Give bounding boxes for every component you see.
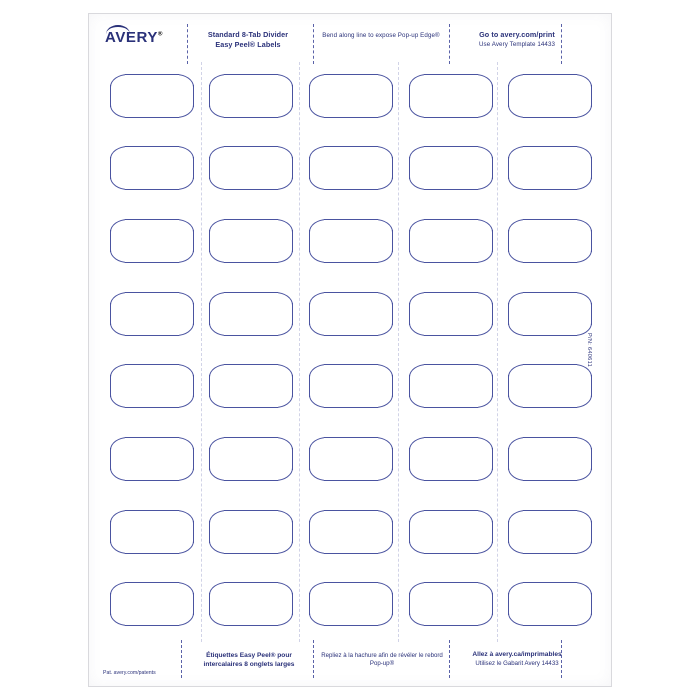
part-number-label: P/N: 640611: [586, 333, 593, 367]
avery-label-sheet: [88, 13, 612, 687]
divider-label[interactable]: [110, 582, 194, 626]
label-cell[interactable]: [103, 568, 201, 640]
divider-label[interactable]: [209, 219, 293, 263]
footer-ca-line1: Allez à avery.ca/imprimables: [472, 650, 562, 658]
label-cell[interactable]: [302, 423, 400, 495]
label-cell[interactable]: [103, 60, 201, 132]
footer-ca-template: Utilisez le Gabarit Avery 14433: [475, 660, 559, 668]
divider-label[interactable]: [309, 74, 393, 118]
label-cell[interactable]: [203, 205, 301, 277]
avery-logo: [105, 29, 179, 51]
divider-label[interactable]: [409, 219, 493, 263]
divider-label[interactable]: [409, 292, 493, 336]
label-cell[interactable]: [203, 60, 301, 132]
label-cell[interactable]: [302, 351, 400, 423]
divider-label[interactable]: [508, 437, 592, 481]
divider-label[interactable]: [309, 437, 393, 481]
header-go-line1: Go to avery.com/print: [479, 30, 555, 39]
divider-label[interactable]: [309, 292, 393, 336]
label-cell[interactable]: [103, 496, 201, 568]
label-cell[interactable]: [103, 351, 201, 423]
label-cell[interactable]: [203, 133, 301, 205]
divider-label[interactable]: [309, 219, 393, 263]
divider-label[interactable]: [209, 510, 293, 554]
label-cell[interactable]: [103, 423, 201, 495]
label-cell[interactable]: [302, 568, 400, 640]
header-title-line2: Easy Peel® Labels: [215, 39, 281, 49]
footer-divider-mid-left: [313, 640, 314, 678]
divider-label[interactable]: [508, 74, 592, 118]
divider-label[interactable]: [508, 219, 592, 263]
divider-label[interactable]: [309, 364, 393, 408]
avery-wordmark: AVERY: [105, 29, 159, 46]
label-cell[interactable]: [203, 351, 301, 423]
divider-label[interactable]: [309, 146, 393, 190]
avery-registered-mark: ®: [158, 31, 163, 38]
header-divider-left: [187, 24, 188, 64]
header-template-number: Use Avery Template 14433: [478, 41, 556, 49]
divider-label[interactable]: [110, 364, 194, 408]
divider-label[interactable]: [409, 364, 493, 408]
label-cell[interactable]: [501, 351, 599, 423]
label-cell[interactable]: [402, 568, 500, 640]
label-cell[interactable]: [402, 351, 500, 423]
divider-label[interactable]: [110, 437, 194, 481]
divider-label[interactable]: [209, 74, 293, 118]
header-bend-note: Bend along line to expose Pop-up Edge®: [322, 32, 440, 39]
label-cell[interactable]: [501, 278, 599, 350]
label-cell[interactable]: [501, 423, 599, 495]
divider-label[interactable]: [209, 437, 293, 481]
divider-label[interactable]: [508, 582, 592, 626]
label-cell[interactable]: [103, 133, 201, 205]
divider-label[interactable]: [110, 74, 194, 118]
label-cell[interactable]: [103, 205, 201, 277]
divider-label[interactable]: [110, 292, 194, 336]
footer-french-title: [187, 651, 311, 669]
divider-label[interactable]: [508, 146, 592, 190]
label-cell[interactable]: [302, 133, 400, 205]
label-cell[interactable]: [501, 496, 599, 568]
label-cell[interactable]: [501, 568, 599, 640]
footer-french-line1: Étiquettes Easy Peel® pour: [206, 651, 292, 659]
divider-label[interactable]: [409, 510, 493, 554]
label-cell[interactable]: [501, 205, 599, 277]
footer-divider-left: [181, 640, 182, 678]
label-cell[interactable]: [203, 278, 301, 350]
divider-label[interactable]: [409, 74, 493, 118]
label-cell[interactable]: [302, 205, 400, 277]
label-cell[interactable]: [203, 568, 301, 640]
divider-label[interactable]: [209, 292, 293, 336]
label-cell[interactable]: [203, 496, 301, 568]
label-grid: [103, 60, 599, 640]
label-cell[interactable]: [402, 496, 500, 568]
divider-label[interactable]: [110, 510, 194, 554]
label-cell[interactable]: [402, 423, 500, 495]
divider-label[interactable]: [209, 146, 293, 190]
label-cell[interactable]: [402, 205, 500, 277]
divider-label[interactable]: [409, 437, 493, 481]
label-cell[interactable]: [501, 60, 599, 132]
divider-label[interactable]: [110, 146, 194, 190]
label-cell[interactable]: [302, 60, 400, 132]
label-cell[interactable]: [103, 278, 201, 350]
footer-repliez-note: Repliez à la hachure afin de révéler le rebord Pop-up®: [321, 651, 443, 668]
divider-label[interactable]: [508, 364, 592, 408]
divider-label[interactable]: [209, 582, 293, 626]
header-title-line1: Standard 8-Tab Divider: [207, 30, 289, 39]
avery-swoosh-icon: [106, 25, 130, 36]
label-cell[interactable]: [402, 278, 500, 350]
label-cell[interactable]: [402, 60, 500, 132]
footer-ca-url: [437, 650, 597, 669]
header-divider-mid-left: [313, 24, 314, 64]
divider-label[interactable]: [309, 510, 393, 554]
label-cell[interactable]: [501, 133, 599, 205]
divider-label[interactable]: [508, 292, 592, 336]
label-cell[interactable]: [402, 133, 500, 205]
label-cell[interactable]: [302, 278, 400, 350]
divider-label[interactable]: [309, 582, 393, 626]
divider-label[interactable]: [110, 219, 194, 263]
divider-label[interactable]: [409, 146, 493, 190]
label-cell[interactable]: [302, 496, 400, 568]
divider-label[interactable]: [508, 510, 592, 554]
divider-label[interactable]: [209, 364, 293, 408]
divider-label[interactable]: [409, 582, 493, 626]
label-cell[interactable]: [203, 423, 301, 495]
footer-patents: Pat. avery.com/patents: [103, 670, 156, 676]
footer-french-line2: intercalaires 8 onglets larges: [203, 660, 295, 668]
